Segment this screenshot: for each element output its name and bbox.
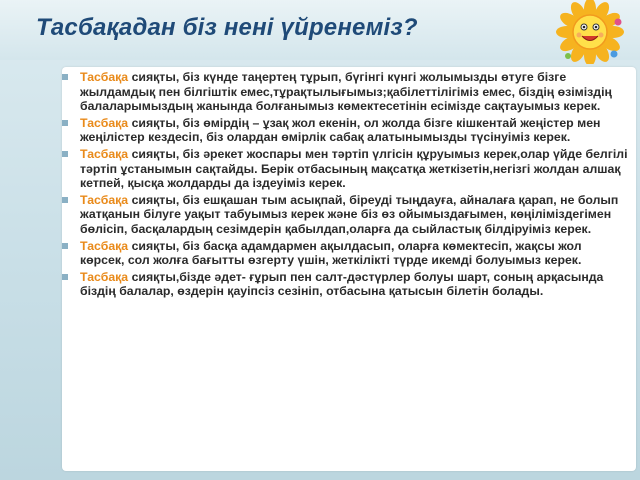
bullet-keyword: Тасбақа [80, 238, 129, 253]
bullet-item [68, 239, 628, 268]
bullet-keyword: Тасбақа [80, 70, 129, 84]
bullet-keyword: Тасбақа [80, 146, 129, 161]
bullet-item [68, 270, 628, 299]
bullet-keyword: Тасбақа [80, 192, 129, 207]
bullet-text: сияқты,бізде әдет- ғұрып пен салт-дәстүрлер болуы шарт, соның арқасында біздің балалар, өздерін қауіпсіз сезініп, отбасына қатысын білетін болады. [80, 269, 604, 299]
bullet-item [68, 147, 628, 191]
bullet-text: сияқты, біз ешқашан тым асықпай, біреуді тыңдауға, айналаға қарап, не болып жатқанын білуге уақыт табуымыз керек және біз өз ойымыздағымен, көңіліміздегімен бөлісіп, басқалардың сезімдерін қабылдап,оларға да сыйластық білдіруіміз керек. [80, 192, 619, 236]
bullet-keyword: Тасбақа [80, 269, 129, 284]
slide-title: Тасбақадан біз нені үйренеміз? [36, 14, 418, 41]
bullet-keyword: Тасбақа [80, 115, 129, 130]
bullet-item [68, 70, 628, 114]
bullet-text: сияқты, біз өмірдің – ұзақ жол екенін, ол жолда бізге кішкентай жеңістер мен жеңілістер кездесіп, біз олардан өмірлік сабақ алатынымызды түсінуіміз керек. [80, 115, 601, 145]
bullet-text: сияқты, біз әрекет жоспары мен тәртіп үлгісін құруымыз керек,олар үйде белгілі тәртіп ұстанымын сақтайды. Берік отбасының мақсатқа жеткізетін,негізгі жолдан алшақ кетпей, қысқа жолдарды да іздеуіміз керек. [80, 146, 628, 191]
bullet-item [68, 116, 628, 145]
bullet-text: сияқты, біз басқа адамдармен ақылдасып, оларға көмектесіп, жақсы жол көрсек, сол жолға бағытты өзгерту үшін, жеткілікті түрде икемді болуымыз керек. [80, 238, 582, 268]
bullet-item [68, 193, 628, 237]
bullet-text: сияқты, біз күнде таңертең тұрып, бүгінгі күнгі жолымызды өтуге бізге жылдамдық пен білгіштік емес,тұрақтылығымыз;қабілеттілігіміз емес, біздің өзіміздің балаларымыздың жанында болғанымыз көмектесетінін есімізде сақтауымыз керек. [80, 70, 612, 114]
smiling-sun-flower-icon [554, 0, 624, 64]
bullet-list [68, 70, 628, 301]
